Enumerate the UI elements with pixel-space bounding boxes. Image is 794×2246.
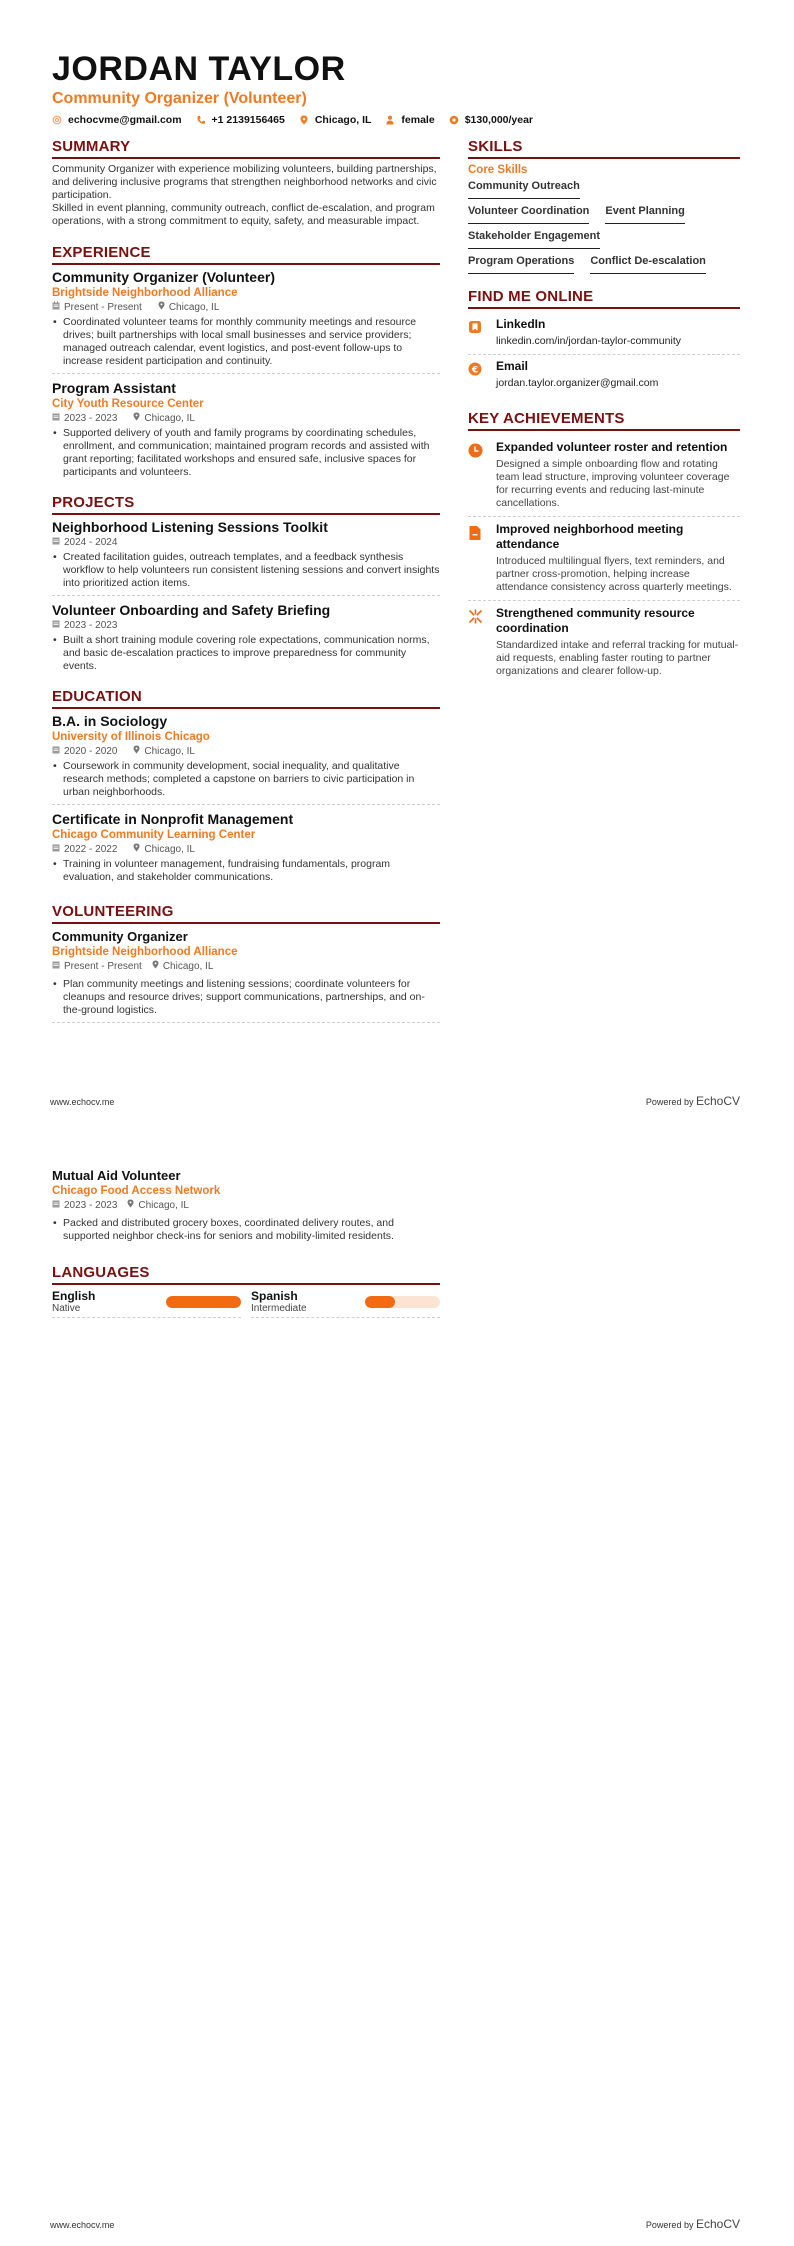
project-entry [52,519,440,596]
entry-bullets [52,316,440,368]
contact-phone[interactable]: +1 2139156465 [196,114,285,126]
skill-tag: Event Planning [605,203,684,224]
skill-tag: Stakeholder Engagement [468,228,600,249]
online-label: Email [496,359,529,373]
resume-page-2 [0,1123,794,2246]
education-section [52,688,440,889]
entry-title: Certificate in Nonprofit Management [52,811,294,827]
achievement-description: Standardized intake and referral tracking for mutual-aid requests, enabling faster routing to partner organizations and clearer follow-up. [496,639,739,677]
summary-paragraph: Community Organizer with experience mobilizing volunteers, building partnerships, and delivering inclusive programs that strengthen neighborhood networks and civic participation. [52,163,437,201]
page-footer [50,1094,740,1108]
entry-title: Volunteer Onboarding and Safety Briefing [52,602,331,618]
calendar-icon [52,619,60,632]
volunteering-entry [52,928,440,1023]
bullet-item: • Coursework in community development, social inequality, and qualitative research methods; completed a capstone on barriers to civic participation in urban neighborhoods. [52,760,440,799]
entry-title: Mutual Aid Volunteer [52,1168,181,1183]
entry-meta [52,301,440,314]
entry-dates: 2022 - 2022 [64,844,118,855]
salary-icon [449,115,459,125]
contact-email[interactable]: echocvme@gmail.com [52,114,182,126]
calendar-icon [52,301,60,314]
candidate-title: Community Organizer (Volunteer) [52,90,307,107]
achievement-item [468,601,740,684]
contact-gender: female [385,114,434,126]
page-footer [50,2217,740,2231]
entry-bullets [52,1217,440,1243]
language-item [251,1289,440,1318]
sparkle-icon [468,609,484,678]
projects-section [52,494,440,678]
resume-header [52,50,533,126]
bullet-item: • Packed and distributed grocery boxes, coordinated delivery routes, and supported neighbor check-ins for seniors and mobility-limited residents. [52,1217,440,1243]
entry-organization: Brightside Neighborhood Alliance [52,946,238,958]
achievement-title: Strengthened community resource coordination [496,606,695,635]
entry-dates: Present - Present [64,302,142,313]
entry-organization: Chicago Food Access Network [52,1185,221,1197]
achievement-item [468,435,740,517]
location-icon [127,1199,134,1212]
bullet-item: • Created facilitation guides, outreach templates, and a feedback synthesis workflow to help volunteers run consistent listening sessions and convert insights into prioritized action items. [52,551,440,590]
entry-dates: 2023 - 2023 [64,413,118,424]
bullet-item: • Training in volunteer management, fundraising fundamentals, program evaluation, and stakeholder communications. [52,858,440,884]
location-icon [133,843,140,856]
bullet-item: • Built a short training module covering role expectations, communication norms, and basic de-escalation practices to improve preparedness for community events. [52,634,440,673]
entry-bullets [52,858,440,884]
section-title: SKILLS [468,138,740,159]
language-name: Spanish [251,1289,298,1303]
entry-meta [52,843,440,856]
education-entry [52,713,440,805]
contact-row [52,114,533,126]
experience-entry [52,380,440,484]
skills-section [468,138,740,274]
summary-paragraph: Skilled in event planning, community outreach, conflict de-escalation, and program operations, with a strong commitment to equity, safety, and measurable impact. [52,202,435,227]
summary-section [52,138,440,228]
contact-salary: $130,000/year [449,114,533,126]
location-icon [299,115,309,125]
entry-meta [52,1199,440,1212]
bullet-item: • Plan community meetings and listening sessions; coordinate volunteers for cleanups and resource drives; support communications, partnerships, and on-the-ground logistics. [52,978,440,1017]
entry-meta [52,412,440,425]
achievement-description: Designed a simple onboarding flow and rotating team lead structure, improving volunteer coverage for recurring events and reducing last-minute cancellations. [496,458,730,509]
section-title: PROJECTS [52,494,440,515]
skill-tag: Conflict De-escalation [590,253,706,274]
volunteering-entry [52,1167,440,1248]
skill-tag: Volunteer Coordination [468,203,589,224]
experience-entry [52,269,440,374]
entry-title: Community Organizer [52,929,188,944]
candidate-name: JORDAN TAYLOR [52,50,346,88]
calendar-icon [52,745,60,758]
footer-site-link[interactable]: www.echocv.me [50,2220,115,2230]
entry-bullets [52,634,440,673]
online-item-email[interactable] [468,355,740,396]
calendar-icon [52,960,60,973]
language-item [52,1289,241,1318]
entry-meta [52,960,440,973]
person-icon [385,115,395,125]
language-proficiency-fill [365,1296,395,1308]
footer-powered-by: Powered by EchoCV [645,1094,740,1108]
entry-title: Program Assistant [52,380,176,396]
language-proficiency-bar [166,1296,241,1308]
achievement-title: Expanded volunteer roster and retention [496,440,728,454]
language-proficiency-fill [166,1296,241,1308]
online-value[interactable]: jordan.taylor.organizer@gmail.com [496,377,659,389]
section-title: VOLUNTEERING [52,903,440,924]
entry-meta [52,619,440,632]
language-proficiency-bar [365,1296,440,1308]
languages-section [52,1264,440,1318]
education-entry [52,811,440,889]
left-column [52,1167,440,1318]
at-icon [52,115,62,125]
online-value[interactable]: linkedin.com/in/jordan-taylor-community [496,335,681,347]
footer-brand[interactable]: EchoCV [695,2217,740,2231]
online-section [468,288,740,396]
svg-text:€: € [471,365,479,376]
document-icon [468,525,484,594]
entry-bullets [52,978,440,1017]
section-title: EXPERIENCE [52,244,440,265]
entry-location: Chicago, IL [144,413,195,424]
phone-icon [196,115,206,125]
entry-dates: 2023 - 2023 [64,1200,118,1211]
entry-dates: 2020 - 2020 [64,746,118,757]
section-title: KEY ACHIEVEMENTS [468,410,740,431]
language-level: Native [52,1303,81,1314]
footer-site-link[interactable]: www.echocv.me [50,1097,115,1107]
footer-brand[interactable]: EchoCV [695,1094,740,1108]
entry-organization: University of Illinois Chicago [52,731,210,743]
skill-tag: Program Operations [468,253,574,274]
entry-meta [52,536,440,549]
entry-organization: City Youth Resource Center [52,398,204,410]
achievements-section [468,410,740,684]
achievement-description: Introduced multilingual flyers, text reminders, and partner cross-promotion, helping increase attendance consistency across quarterly meetings. [496,555,732,593]
clock-icon [468,443,484,510]
online-label: LinkedIn [496,317,546,331]
volunteering-section [52,903,440,1023]
bookmark-icon [468,320,484,349]
entry-dates: 2024 - 2024 [64,537,118,548]
skill-tags [468,178,740,274]
online-item-linkedin[interactable] [468,313,740,355]
location-icon [133,745,140,758]
entry-dates: 2023 - 2023 [64,620,118,631]
footer-powered-by: Powered by EchoCV [645,2217,740,2231]
entry-location: Chicago, IL [168,302,220,313]
section-title: FIND ME ONLINE [468,288,740,309]
language-name: English [52,1289,96,1303]
section-title: SUMMARY [52,138,440,159]
entry-location: Chicago, IL [138,1200,189,1211]
entry-dates: Present - Present [64,961,142,972]
section-title: EDUCATION [52,688,440,709]
bullet-item: • Coordinated volunteer teams for monthly community meetings and resource drives; built partnerships with local small businesses and service providers; managed outreach calendar, event logistics, and post-event follow-ups to increase resident participation and continuity. [52,316,440,368]
location-icon [158,301,165,314]
achievement-item [468,517,740,601]
experience-section [52,244,440,484]
entry-bullets [52,427,440,479]
entry-title: B.A. in Sociology [52,713,168,729]
section-title: LANGUAGES [52,1264,440,1285]
right-column [468,138,740,684]
entry-title: Neighborhood Listening Sessions Toolkit [52,519,328,535]
calendar-icon [52,843,60,856]
entry-location: Chicago, IL [162,961,214,972]
location-icon [152,960,159,973]
euro-icon [468,362,484,391]
location-icon [133,412,140,425]
entry-location: Chicago, IL [144,746,195,757]
skill-tag: Community Outreach [468,178,580,199]
skills-subtitle: Core Skills [468,164,528,176]
entry-location: Chicago, IL [144,844,195,855]
calendar-icon [52,536,60,549]
calendar-icon [52,1199,60,1212]
entry-organization: Chicago Community Learning Center [52,829,256,841]
contact-location: Chicago, IL [299,114,372,126]
calendar-icon [52,412,60,425]
left-column [52,138,440,1029]
bullet-item: • Supported delivery of youth and family programs by coordinating schedules, enrollment, and communication; maintained program records and assisted with grant reporting; facilitated workshops and ensured safe, inclusive spaces for participants and volunteers. [52,427,440,479]
language-level: Intermediate [251,1303,307,1314]
entry-title: Community Organizer (Volunteer) [52,269,275,285]
entry-bullets [52,760,440,799]
project-entry [52,602,440,678]
languages-list [52,1289,440,1318]
achievement-title: Improved neighborhood meeting attendance [496,522,684,551]
entry-organization: Brightside Neighborhood Alliance [52,287,238,299]
entry-bullets [52,551,440,590]
entry-meta [52,745,440,758]
